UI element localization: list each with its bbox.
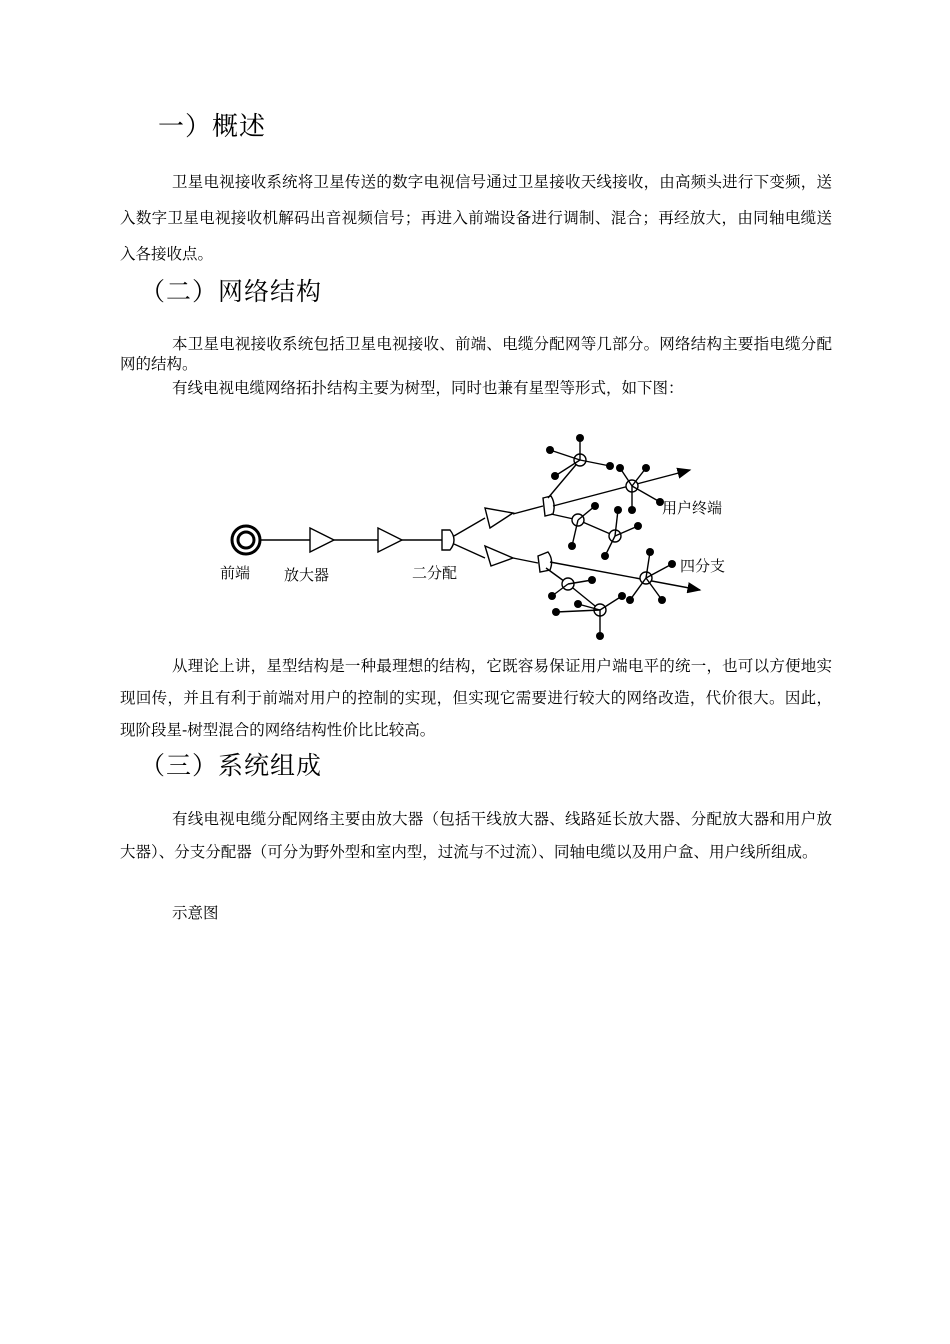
star-node-lower-c [630,552,672,600]
star-node-lower-a [552,578,592,596]
label-headend: 前端 [220,564,251,582]
headend-symbol [232,526,260,554]
amplifier-symbol-1 [310,528,334,552]
network-paragraph-1: 本卫星电视接收系统包括卫星电视接收、前端、电缆分配网等几部分。网络结构主要指电缆分配网的结构。 [120,335,832,373]
section-heading-composition: （三）系统组成 [140,751,323,780]
amplifier-symbol-2 [378,528,402,552]
network-paragraph-3: 从理论上讲，星型结构是一种最理想的结构，它既容易保证用户端电平的统一，也可以方便地实现回传，并且有利于前端对用户的控制的实现，但实现它需要进行较大的网络改造，代价很大。因此，现阶段星-树型混合的网络结构性价比比较高。 [120,657,832,739]
schematic-caption: 示意图 [172,904,219,922]
tap-upper [543,496,554,516]
star-node-upper-b [620,468,660,510]
star-node-upper-a [550,438,610,476]
branch-amplifier-upper [485,508,513,528]
splitter-symbol [442,530,454,550]
overview-paragraph: 卫星电视接收系统将卫星传送的数字电视信号通过卫星接收天线接收，由高频头进行下变频，送入数字卫星电视接收机解码出音视频信号；再进入前端设备进行调制、混合；再经放大，由同轴电缆送入各接收点。 [120,173,832,263]
composition-paragraph: 有线电视电缆分配网络主要由放大器（包括干线放大器、线路延长放大器、分配放大器和用户放大器）、分支分配器（可分为野外型和室内型，过流与不过流）、同轴电缆以及用户盒、用户线所组成。 [120,810,832,861]
section-heading-overview: 一）概述 [158,112,267,142]
section-heading-network: （二）网络结构 [140,277,323,306]
star-node-lower-b [556,596,622,636]
label-splitter: 二分配 [412,564,458,582]
label-four-way-tap: 四分支 [680,557,726,575]
tap-lower [538,552,552,572]
label-user-terminal: 用户终端 [662,499,723,517]
label-amplifier: 放大器 [284,566,330,584]
network-topology-diagram [200,418,760,648]
branch-amplifier-lower [485,546,513,566]
star-node-upper-d [605,510,638,556]
network-paragraph-2: 有线电视电缆网络拓扑结构主要为树型，同时也兼有星型等形式，如下图： [172,379,684,397]
